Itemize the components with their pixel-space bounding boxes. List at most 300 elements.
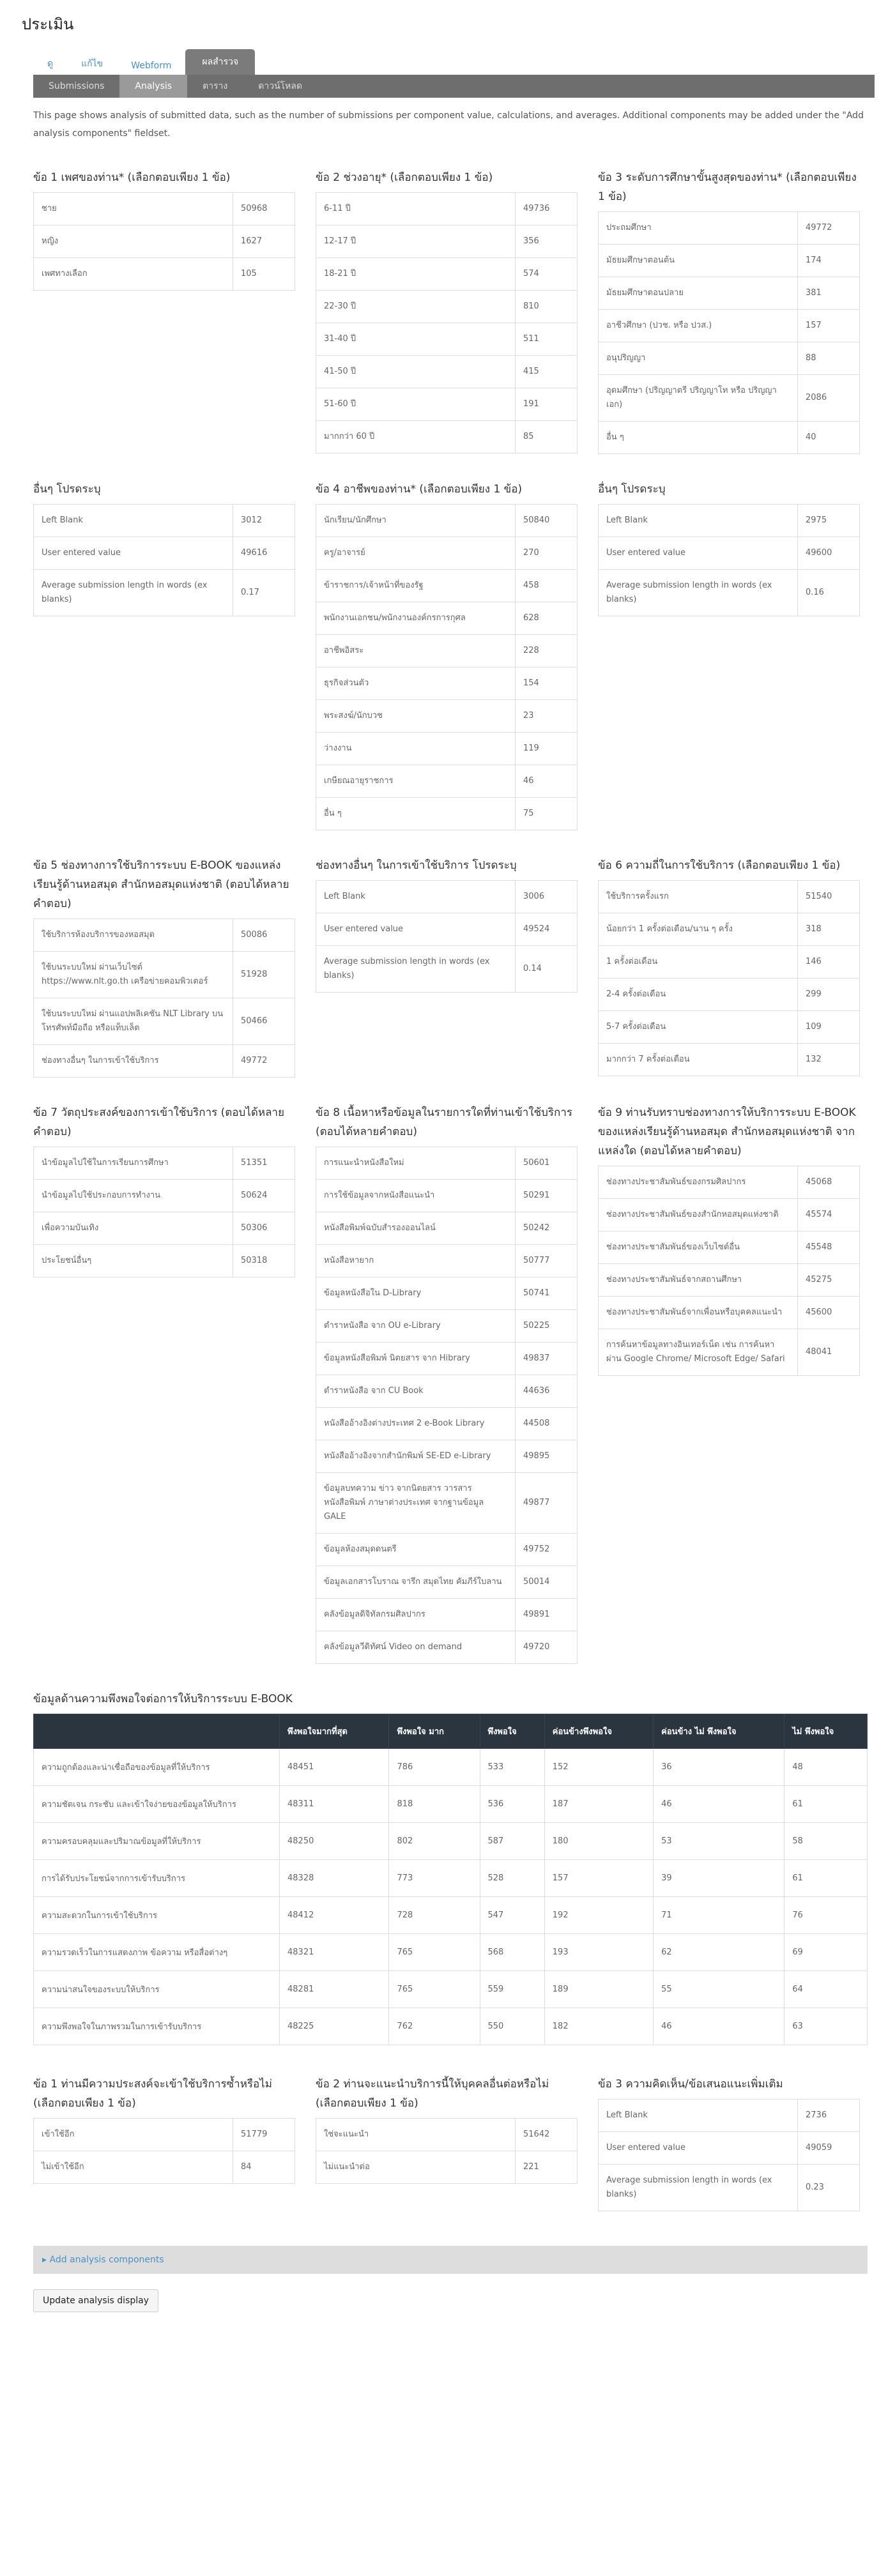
results-table bbox=[316, 192, 578, 453]
table-row bbox=[599, 881, 860, 913]
option-count: 2736 bbox=[798, 2100, 860, 2132]
option-label: ไม่เข้าใช้อีก bbox=[34, 2151, 233, 2184]
grid-cell: 64 bbox=[784, 1971, 868, 2008]
option-count: 50777 bbox=[516, 1245, 578, 1277]
tab-view[interactable]: ดู bbox=[47, 59, 54, 69]
question-block bbox=[33, 480, 295, 856]
question-title: ข้อ 3 ระดับการศึกษาขั้นสูงสุดของท่าน* (เลือกตอบเพียง 1 ข้อ) bbox=[598, 171, 857, 203]
option-label: ประโยชน์อื่นๆ bbox=[34, 1245, 233, 1277]
option-count: 50086 bbox=[233, 919, 295, 952]
question-block bbox=[33, 168, 295, 480]
tab-results[interactable]: ผลสำรวจ bbox=[185, 49, 255, 75]
table-row bbox=[34, 537, 295, 570]
option-count: 50601 bbox=[516, 1147, 578, 1180]
option-count: 49877 bbox=[516, 1473, 578, 1534]
option-count: 0.17 bbox=[233, 570, 295, 616]
option-label: หนังสืออ้างอิงต่างประเทศ 2 e-Book Library bbox=[316, 1408, 516, 1440]
option-count: 810 bbox=[516, 291, 578, 323]
grid-header: ไม่ พึงพอใจ bbox=[784, 1714, 868, 1749]
option-count: 2975 bbox=[798, 505, 860, 537]
table-row bbox=[316, 356, 578, 388]
question-title: ข้อ 5 ช่องทางการใช้บริการระบบ E-BOOK ของแหล่งเรียนรู้ด้านหอสมุด สำนักหอสมุดแห่งชาติ (ตอบได้หลายคำตอบ) bbox=[33, 859, 289, 910]
option-count: 228 bbox=[516, 635, 578, 667]
grid-cell: 536 bbox=[480, 1786, 544, 1823]
option-count: 415 bbox=[516, 356, 578, 388]
option-count: 48041 bbox=[798, 1329, 860, 1376]
analysis-row bbox=[33, 168, 875, 480]
option-label: ช่องทางประชาสัมพันธ์ของสำนักหอสมุดแห่งชาติ bbox=[599, 1199, 798, 1231]
grid-row-label: ความครอบคลุมและปริมาณข้อมูลที่ให้บริการ bbox=[34, 1823, 280, 1860]
option-count: 49752 bbox=[516, 1534, 578, 1566]
option-label: มัธยมศึกษาตอนปลาย bbox=[599, 277, 798, 310]
option-label: อาชีวศึกษา (ปวช. หรือ ปวส.) bbox=[599, 310, 798, 342]
option-count: 119 bbox=[516, 733, 578, 765]
grid-cell: 773 bbox=[389, 1860, 480, 1897]
option-count: 49720 bbox=[516, 1631, 578, 1664]
option-label: ช่องทางอื่นๆ ในการเข้าใช้บริการ bbox=[34, 1045, 233, 1078]
option-count: 50014 bbox=[516, 1566, 578, 1599]
table-row bbox=[34, 1212, 295, 1245]
option-count: 50306 bbox=[233, 1212, 295, 1245]
option-label: ช่องทางประชาสัมพันธ์จากเพื่อนหรือบุคคลแนะนำ bbox=[599, 1297, 798, 1329]
option-count: 84 bbox=[233, 2151, 295, 2184]
grid-cell: 63 bbox=[784, 2008, 868, 2045]
grid-row-label: การได้รับประโยชน์จากการเข้ารับบริการ bbox=[34, 1860, 280, 1897]
table-row bbox=[316, 1245, 578, 1277]
question-title: ช่องทางอื่นๆ ในการเข้าใช้บริการ โปรดระบุ bbox=[316, 859, 517, 872]
grid-cell: 61 bbox=[784, 1860, 868, 1897]
subtab-analysis[interactable]: Analysis bbox=[119, 75, 187, 98]
option-label: Left Blank bbox=[316, 881, 516, 913]
option-count: 318 bbox=[798, 913, 860, 946]
option-count: 574 bbox=[516, 258, 578, 291]
table-row bbox=[316, 1566, 578, 1599]
option-label: Average submission length in words (ex blanks) bbox=[599, 2165, 798, 2211]
option-label: Left Blank bbox=[599, 2100, 798, 2132]
option-label: 6-11 ปี bbox=[316, 193, 516, 225]
option-count: 221 bbox=[516, 2151, 578, 2184]
option-count: 132 bbox=[798, 1044, 860, 1076]
option-count: 40 bbox=[798, 422, 860, 454]
grid-cell: 187 bbox=[544, 1786, 653, 1823]
table-row bbox=[316, 881, 578, 913]
table-row bbox=[34, 570, 295, 616]
option-label: นำข้อมูลไปใช้ประกอบการทำงาน bbox=[34, 1180, 233, 1212]
results-table bbox=[598, 211, 860, 454]
option-label: 51-60 ปี bbox=[316, 388, 516, 421]
table-row bbox=[34, 919, 295, 952]
table-row bbox=[316, 2151, 578, 2184]
table-row bbox=[34, 1749, 868, 1786]
option-label: หญิง bbox=[34, 225, 233, 258]
option-label: 2-4 ครั้งต่อเดือน bbox=[599, 979, 798, 1011]
question-block bbox=[598, 480, 860, 856]
grid-header: ค่อนข้างพึงพอใจ bbox=[544, 1714, 653, 1749]
option-label: เข้าใช้อีก bbox=[34, 2119, 233, 2151]
grid-cell: 765 bbox=[389, 1971, 480, 2008]
option-label: น้อยกว่า 1 ครั้งต่อเดือน/นาน ๆ ครั้ง bbox=[599, 913, 798, 946]
grid-cell: 69 bbox=[784, 1934, 868, 1971]
option-count: 44636 bbox=[516, 1375, 578, 1408]
subtab-submissions[interactable]: Submissions bbox=[49, 81, 105, 91]
grid-row-label: ความถูกต้องและน่าเชื่อถือของข้อมูลที่ให้บริการ bbox=[34, 1749, 280, 1786]
grid-cell: 76 bbox=[784, 1897, 868, 1934]
table-row bbox=[316, 225, 578, 258]
option-label: เพื่อความบันเทิง bbox=[34, 1212, 233, 1245]
analysis-row bbox=[33, 1103, 875, 1689]
grid-cell: 802 bbox=[389, 1823, 480, 1860]
grid-cell: 587 bbox=[480, 1823, 544, 1860]
table-row bbox=[599, 2100, 860, 2132]
option-count: 3012 bbox=[233, 505, 295, 537]
option-count: 50741 bbox=[516, 1277, 578, 1310]
option-count: 174 bbox=[798, 245, 860, 277]
grid-row-label: ความสะดวกในการเข้าใช้บริการ bbox=[34, 1897, 280, 1934]
option-label: User entered value bbox=[316, 913, 516, 946]
option-count: 381 bbox=[798, 277, 860, 310]
question-block bbox=[316, 168, 578, 480]
add-analysis-components[interactable] bbox=[33, 2246, 868, 2274]
question-title: ข้อ 2 ช่วงอายุ* (เลือกตอบเพียง 1 ข้อ) bbox=[316, 171, 493, 184]
option-label: ชาย bbox=[34, 193, 233, 225]
grid-cell: 533 bbox=[480, 1749, 544, 1786]
table-row bbox=[316, 1631, 578, 1664]
question-title: ข้อ 1 ท่านมีความประสงค์จะเข้าใช้บริการซ้ำหรือไม่ (เลือกตอบเพียง 1 ข้อ) bbox=[33, 2078, 272, 2110]
option-count: 23 bbox=[516, 700, 578, 733]
table-row bbox=[34, 1786, 868, 1823]
grid-cell: 48451 bbox=[280, 1749, 389, 1786]
option-count: 50466 bbox=[233, 998, 295, 1045]
grid-cell: 189 bbox=[544, 1971, 653, 2008]
table-row bbox=[34, 1860, 868, 1897]
option-label: Left Blank bbox=[599, 505, 798, 537]
table-row bbox=[34, 952, 295, 998]
table-row bbox=[34, 1971, 868, 2008]
option-count: 51928 bbox=[233, 952, 295, 998]
option-label: อื่น ๆ bbox=[599, 422, 798, 454]
question-block bbox=[598, 168, 860, 480]
option-label: การใช้ข้อมูลจากหนังสือแนะนำ bbox=[316, 1180, 516, 1212]
option-count: 88 bbox=[798, 342, 860, 375]
question-block bbox=[33, 1103, 295, 1689]
question-title: ข้อ 6 ความถี่ในการใช้บริการ (เลือกตอบเพียง 1 ข้อ) bbox=[598, 859, 841, 872]
option-label: 41-50 ปี bbox=[316, 356, 516, 388]
option-label: 18-21 ปี bbox=[316, 258, 516, 291]
table-row bbox=[316, 798, 578, 830]
table-row bbox=[34, 2151, 295, 2184]
table-row bbox=[599, 277, 860, 310]
table-row bbox=[316, 602, 578, 635]
option-count: 458 bbox=[516, 570, 578, 602]
primary-tabs bbox=[33, 56, 875, 75]
option-label: ข้อมูลบทความ ข่าว จากนิตยสาร วารสาร หนังสือพิมพ์ ภาษาต่างประเทศ จากฐานข้อมูล GALE bbox=[316, 1473, 516, 1534]
grid-cell: 58 bbox=[784, 1823, 868, 1860]
option-label: หนังสืออ้างอิงจากสำนักพิมพ์ SE-ED e-Library bbox=[316, 1440, 516, 1473]
update-analysis-button[interactable]: Update analysis display bbox=[33, 2289, 158, 2312]
grid-cell: 46 bbox=[654, 2008, 784, 2045]
grid-cell: 192 bbox=[544, 1897, 653, 1934]
table-row bbox=[316, 1408, 578, 1440]
question-block bbox=[316, 856, 578, 1103]
option-label: นักเรียน/นักศึกษา bbox=[316, 505, 516, 537]
option-count: 50225 bbox=[516, 1310, 578, 1343]
option-count: 49524 bbox=[516, 913, 578, 946]
analysis-row bbox=[33, 480, 875, 856]
option-label: เกษียณอายุราชการ bbox=[316, 765, 516, 798]
grid-cell: 547 bbox=[480, 1897, 544, 1934]
option-label: มัธยมศึกษาตอนต้น bbox=[599, 245, 798, 277]
option-label: ข้อมูลเอกสารโบราณ จารึก สมุดไทย คัมภีร์ใบลาน bbox=[316, 1566, 516, 1599]
results-table bbox=[33, 1147, 295, 1277]
option-label: อุดมศึกษา (ปริญญาตรี ปริญญาโท หรือ ปริญญาเอก) bbox=[599, 375, 798, 422]
grid-cell: 193 bbox=[544, 1934, 653, 1971]
grid-cell: 48328 bbox=[280, 1860, 389, 1897]
table-row bbox=[316, 1375, 578, 1408]
option-label: User entered value bbox=[599, 537, 798, 570]
option-count: 105 bbox=[233, 258, 295, 291]
grid-header: ค่อนข้าง ไม่ พึงพอใจ bbox=[654, 1714, 784, 1749]
option-label: Average submission length in words (ex blanks) bbox=[34, 570, 233, 616]
table-row bbox=[599, 1264, 860, 1297]
table-row bbox=[34, 1045, 295, 1078]
question-block bbox=[316, 1103, 578, 1689]
secondary-tabs bbox=[33, 75, 875, 98]
option-label: มากกว่า 7 ครั้งต่อเดือน bbox=[599, 1044, 798, 1076]
option-count: 1627 bbox=[233, 225, 295, 258]
results-table bbox=[33, 2118, 295, 2184]
table-row bbox=[34, 1245, 295, 1277]
question-title: อื่นๆ โปรดระบุ bbox=[33, 483, 101, 496]
table-row bbox=[316, 1440, 578, 1473]
option-label: การแนะนำหนังสือใหม่ bbox=[316, 1147, 516, 1180]
grid-cell: 818 bbox=[389, 1786, 480, 1823]
option-count: 49059 bbox=[798, 2132, 860, 2165]
table-row bbox=[599, 570, 860, 616]
table-row bbox=[599, 375, 860, 422]
option-count: 50318 bbox=[233, 1245, 295, 1277]
subtab-download[interactable]: ดาวน์โหลด bbox=[258, 81, 303, 91]
table-row bbox=[599, 342, 860, 375]
table-row bbox=[316, 1277, 578, 1310]
option-label: อนุปริญญา bbox=[599, 342, 798, 375]
option-label: ช่องทางประชาสัมพันธ์ของกรมศิลปากร bbox=[599, 1166, 798, 1199]
table-row bbox=[316, 537, 578, 570]
table-row bbox=[599, 1231, 860, 1264]
grid-cell: 48412 bbox=[280, 1897, 389, 1934]
grid-cell: 48250 bbox=[280, 1823, 389, 1860]
add-components-label: Add analysis components bbox=[49, 2255, 164, 2265]
option-label: มากกว่า 60 ปี bbox=[316, 421, 516, 453]
option-count: 191 bbox=[516, 388, 578, 421]
option-count: 50242 bbox=[516, 1212, 578, 1245]
results-table bbox=[316, 504, 578, 830]
grid-cell: 559 bbox=[480, 1971, 544, 2008]
option-count: 0.23 bbox=[798, 2165, 860, 2211]
option-label: ไม่แนะนำต่อ bbox=[316, 2151, 516, 2184]
question-block bbox=[316, 480, 578, 856]
grid-header-row bbox=[34, 1714, 868, 1749]
table-row bbox=[34, 1147, 295, 1180]
grid-title: ข้อมูลด้านความพึงพอใจต่อการให้บริการระบบ E-BOOK bbox=[33, 1693, 293, 1705]
table-row bbox=[34, 505, 295, 537]
tab-webform[interactable]: Webform bbox=[131, 61, 172, 71]
expand-icon: ▸ bbox=[42, 2255, 47, 2265]
option-count: 45275 bbox=[798, 1264, 860, 1297]
table-row bbox=[316, 1147, 578, 1180]
table-row bbox=[599, 1329, 860, 1376]
option-count: 628 bbox=[516, 602, 578, 635]
option-label: หนังสือหายาก bbox=[316, 1245, 516, 1277]
table-row bbox=[316, 388, 578, 421]
table-row bbox=[34, 225, 295, 258]
option-label: ประถมศึกษา bbox=[599, 212, 798, 245]
table-row bbox=[34, 2119, 295, 2151]
table-row bbox=[316, 505, 578, 537]
option-label: อื่น ๆ bbox=[316, 798, 516, 830]
grid-cell: 182 bbox=[544, 2008, 653, 2045]
table-row bbox=[316, 635, 578, 667]
question-title: ข้อ 3 ความคิดเห็น/ข้อเสนอแนะเพิ่มเติม bbox=[598, 2078, 783, 2091]
option-count: 49616 bbox=[233, 537, 295, 570]
option-count: 3006 bbox=[516, 881, 578, 913]
option-label: 5-7 ครั้งต่อเดือน bbox=[599, 1011, 798, 1044]
grid-cell: 48225 bbox=[280, 2008, 389, 2045]
grid-cell: 62 bbox=[654, 1934, 784, 1971]
option-label: ช่องทางประชาสัมพันธ์ของเว็บไซต์อื่น bbox=[599, 1231, 798, 1264]
grid-cell: 152 bbox=[544, 1749, 653, 1786]
option-count: 50968 bbox=[233, 193, 295, 225]
table-row bbox=[599, 505, 860, 537]
option-count: 49772 bbox=[233, 1045, 295, 1078]
results-table bbox=[316, 880, 578, 993]
grid-header: พึงพอใจมากที่สุด bbox=[280, 1714, 389, 1749]
grid-header: พึงพอใจ bbox=[480, 1714, 544, 1749]
option-label: ใช้บริการครั้งแรก bbox=[599, 881, 798, 913]
question-block bbox=[598, 2075, 860, 2237]
option-count: 0.16 bbox=[798, 570, 860, 616]
table-row bbox=[34, 1897, 868, 1934]
results-table bbox=[316, 1147, 578, 1664]
option-count: 51779 bbox=[233, 2119, 295, 2151]
table-row bbox=[34, 2008, 868, 2045]
table-row bbox=[316, 1473, 578, 1534]
grid-cell: 48321 bbox=[280, 1934, 389, 1971]
option-count: 0.14 bbox=[516, 946, 578, 993]
option-label: ข้าราชการ/เจ้าหน้าที่ของรัฐ bbox=[316, 570, 516, 602]
table-row bbox=[316, 570, 578, 602]
option-label: ช่องทางประชาสัมพันธ์จากสถานศึกษา bbox=[599, 1264, 798, 1297]
option-label: หนังสือพิมพ์ฉบับสำรองออนไลน์ bbox=[316, 1212, 516, 1245]
grid-cell: 46 bbox=[654, 1786, 784, 1823]
table-row bbox=[316, 323, 578, 356]
table-row bbox=[599, 1011, 860, 1044]
results-table bbox=[598, 1166, 860, 1376]
tab-edit[interactable]: แก้ไข bbox=[81, 59, 103, 69]
option-count: 2086 bbox=[798, 375, 860, 422]
option-count: 50291 bbox=[516, 1180, 578, 1212]
option-label: 22-30 ปี bbox=[316, 291, 516, 323]
grid-cell: 528 bbox=[480, 1860, 544, 1897]
option-label: เพศทางเลือก bbox=[34, 258, 233, 291]
table-row bbox=[316, 733, 578, 765]
grid-cell: 36 bbox=[654, 1749, 784, 1786]
question-title: ข้อ 9 ท่านรับทราบช่องทางการให้บริการระบบ E-BOOK ของแหล่งเรียนรู้ด้านหอสมุด สำนักหอสมุดแห่งชาติ จากแหล่งใด (ตอบได้หลายคำตอบ) bbox=[598, 1106, 856, 1157]
question-title: ข้อ 7 วัตถุประสงค์ของการเข้าใช้บริการ (ตอบได้หลายคำตอบ) bbox=[33, 1106, 285, 1138]
option-count: 44508 bbox=[516, 1408, 578, 1440]
table-row bbox=[599, 245, 860, 277]
subtab-table[interactable]: ตาราง bbox=[203, 81, 228, 91]
table-row bbox=[599, 913, 860, 946]
grid-cell: 55 bbox=[654, 1971, 784, 2008]
table-row bbox=[599, 422, 860, 454]
grid-table bbox=[33, 1714, 868, 2045]
table-row bbox=[316, 1180, 578, 1212]
grid-cell: 61 bbox=[784, 1786, 868, 1823]
option-label: 1 ครั้งต่อเดือน bbox=[599, 946, 798, 979]
option-label: การค้นหาข้อมูลทางอินเทอร์เน็ต เช่น การค้นหาผ่าน Google Chrome/ Microsoft Edge/ Safari bbox=[599, 1329, 798, 1376]
grid-cell: 39 bbox=[654, 1860, 784, 1897]
question-title: ข้อ 2 ท่านจะแนะนำบริการนี้ให้บุคคลอื่นต่อหรือไม่ (เลือกตอบเพียง 1 ข้อ) bbox=[316, 2078, 549, 2110]
option-label: ข้อมูลหนังสือใน D-Library bbox=[316, 1277, 516, 1310]
question-block bbox=[598, 856, 860, 1103]
option-count: 45574 bbox=[798, 1199, 860, 1231]
table-row bbox=[34, 193, 295, 225]
option-label: 31-40 ปี bbox=[316, 323, 516, 356]
results-table bbox=[598, 2099, 860, 2211]
option-count: 49600 bbox=[798, 537, 860, 570]
option-count: 511 bbox=[516, 323, 578, 356]
table-row bbox=[316, 1343, 578, 1375]
table-row bbox=[316, 946, 578, 993]
question-block bbox=[33, 2075, 295, 2237]
option-label: ใช้บนระบบใหม่ ผ่านเว็บไซต์ https://www.nlt.go.th เครือข่ายคอมพิวเตอร์ bbox=[34, 952, 233, 998]
option-label: ครู/อาจารย์ bbox=[316, 537, 516, 570]
grid-row-label: ความพึงพอใจในภาพรวมในการเข้ารับบริการ bbox=[34, 2008, 280, 2045]
results-table bbox=[33, 918, 295, 1078]
analysis-row bbox=[33, 856, 875, 1103]
option-label: ข้อมูลห้องสมุดดนตรี bbox=[316, 1534, 516, 1566]
table-row bbox=[34, 998, 295, 1045]
option-label: นำข้อมูลไปใช้ในการเรียนการศึกษา bbox=[34, 1147, 233, 1180]
grid-row-label: ความน่าสนใจของระบบให้บริการ bbox=[34, 1971, 280, 2008]
option-count: 49891 bbox=[516, 1599, 578, 1631]
option-label: ธุรกิจส่วนตัว bbox=[316, 667, 516, 700]
question-block bbox=[33, 856, 295, 1103]
option-label: พนักงานเอกชน/พนักงานองค์กรการกุศล bbox=[316, 602, 516, 635]
table-row bbox=[34, 1934, 868, 1971]
intro-text: This page shows analysis of submitted data, such as the number of submissions per component value, calculations, and averages. Additional components may be added under the "Add analysis components" fieldset. bbox=[33, 111, 864, 139]
option-count: 146 bbox=[798, 946, 860, 979]
option-count: 85 bbox=[516, 421, 578, 453]
table-row bbox=[316, 765, 578, 798]
option-count: 75 bbox=[516, 798, 578, 830]
option-count: 157 bbox=[798, 310, 860, 342]
option-count: 45548 bbox=[798, 1231, 860, 1264]
table-row bbox=[599, 2165, 860, 2211]
option-count: 51540 bbox=[798, 881, 860, 913]
table-row bbox=[316, 258, 578, 291]
option-count: 299 bbox=[798, 979, 860, 1011]
option-label: พระสงฆ์/นักบวช bbox=[316, 700, 516, 733]
option-label: อาชีพอิสระ bbox=[316, 635, 516, 667]
question-block bbox=[598, 1103, 860, 1689]
option-label: Average submission length in words (ex blanks) bbox=[316, 946, 516, 993]
grid-cell: 786 bbox=[389, 1749, 480, 1786]
grid-cell: 71 bbox=[654, 1897, 784, 1934]
table-row bbox=[599, 946, 860, 979]
option-count: 45600 bbox=[798, 1297, 860, 1329]
option-label: ตำราหนังสือ จาก OU e-Library bbox=[316, 1310, 516, 1343]
